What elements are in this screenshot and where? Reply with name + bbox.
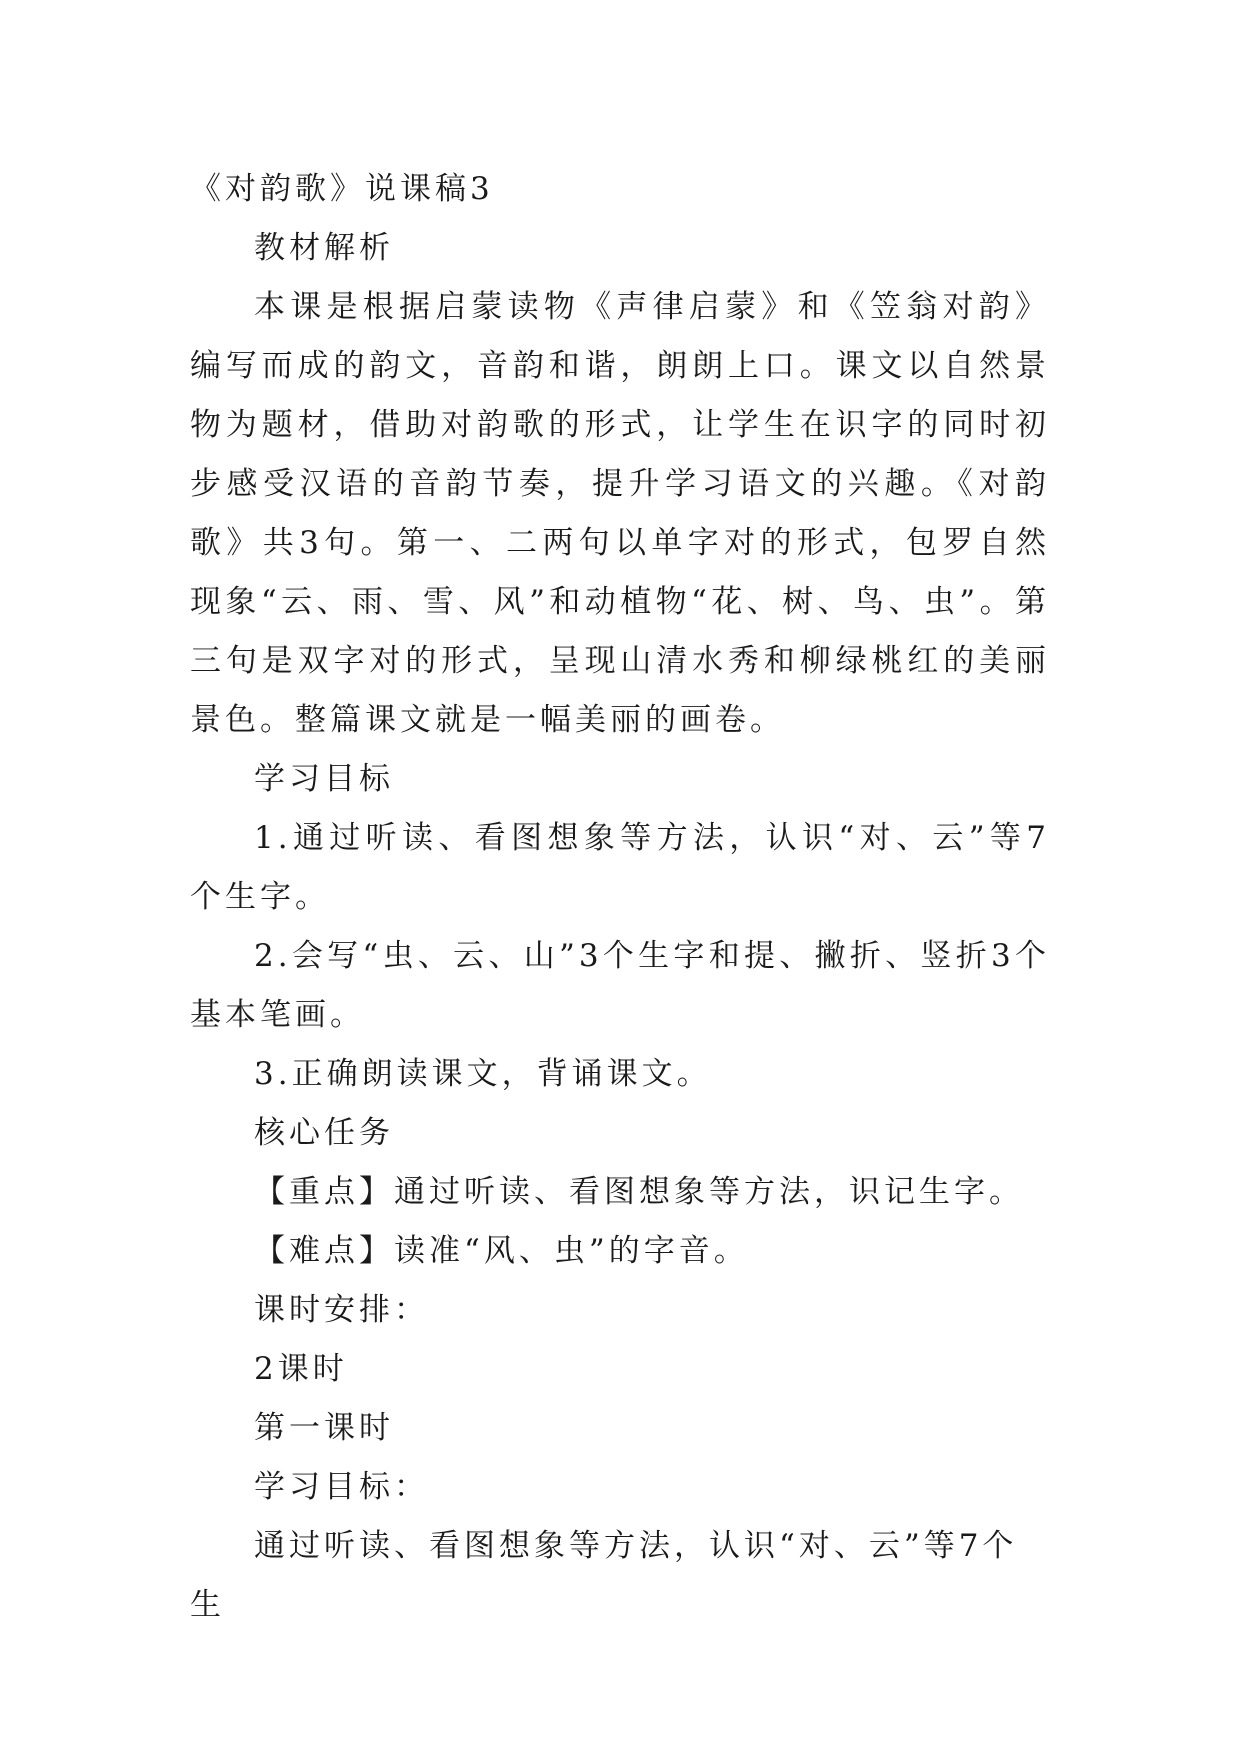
lesson-goal-text: 通过听读、看图想象等方法，认识“对、云”等7个生 [190, 1528, 1018, 1623]
section-heading-schedule: 课时安排： [254, 1292, 429, 1328]
section-heading-first-lesson: 第一课时 [254, 1410, 394, 1446]
difficult-point: 【难点】读准“风、虫”的字音。 [254, 1233, 749, 1269]
section-heading-core-tasks: 核心任务 [254, 1115, 394, 1151]
document-title: 《对韵歌》说课稿3 [190, 171, 494, 207]
section-heading-lesson-goals: 学习目标： [254, 1469, 429, 1505]
goal-item-2: 2.会写“虫、云、山”3个生字和提、撇折、竖折3个基本笔画。 [190, 938, 1050, 1033]
goal-item-3: 3.正确朗读课文，背诵课文。 [254, 1056, 712, 1092]
key-point: 【重点】通过听读、看图想象等方法，识记生字。 [254, 1174, 1024, 1210]
document-body [190, 160, 1050, 1635]
schedule-value: 2课时 [254, 1351, 348, 1387]
paragraph-textbook-analysis: 本课是根据启蒙读物《声律启蒙》和《笠翁对韵》编写而成的韵文，音韵和谐，朗朗上口。课文以自然景物为题材，借助对韵歌的形式，让学生在识字的同时初步感受汉语的音韵节奏，提升学习语文的兴趣。《对韵歌》共3句。第一、二两句以单字对的形式，包罗自然现象“云、雨、雪、风”和动植物“花、树、鸟、虫”。第三句是双字对的形式，呈现山清水秀和柳绿桃红的美丽景色。整篇课文就是一幅美丽的画卷。 [190, 289, 1050, 738]
section-heading-textbook-analysis: 教材解析 [254, 230, 394, 266]
section-heading-learning-goals: 学习目标 [254, 761, 394, 797]
goal-item-1: 1.通过听读、看图想象等方法，认识“对、云”等7个生字。 [190, 820, 1050, 915]
